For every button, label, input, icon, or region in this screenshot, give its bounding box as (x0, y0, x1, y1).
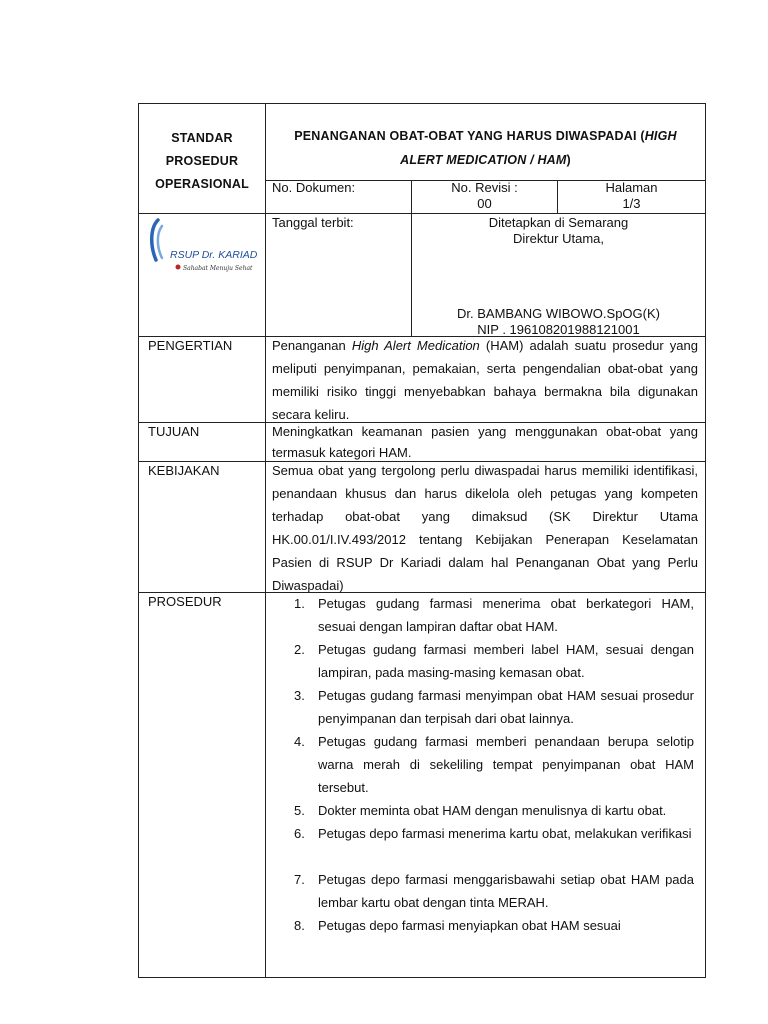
document-title-italic: HIGH (644, 129, 677, 143)
step-text: Petugas gudang farmasi menyimpan obat HAM sesuai prosedur penyimpanan dan terpisah dari obat lainnya. (318, 688, 694, 726)
direktur-text: Direktur Utama, (512, 231, 605, 246)
no-dokumen-label: No. Dokumen: (272, 180, 356, 195)
no-revisi-value: 00 (477, 196, 492, 211)
document-title-italic: ALERT MEDICATION / HAM (400, 153, 567, 167)
pengertian-text (272, 334, 698, 426)
step-text: Petugas depo farmasi menerima kartu obat, melakukan verifikasi (318, 826, 692, 841)
pengertian-label: PENGERTIAN (148, 338, 233, 353)
step-text: Petugas depo farmasi menyiapkan obat HAM sesuai (318, 918, 621, 933)
sop-title (139, 127, 265, 196)
sop-title-line: STANDAR (171, 131, 233, 145)
list-item (280, 868, 694, 914)
list-item (280, 684, 694, 730)
ditetapkan-text: Ditetapkan di Semarang (488, 215, 629, 230)
rsup-kariadi-logo (148, 216, 258, 276)
pengertian-pre: Penanganan (272, 338, 352, 353)
tujuan-label: TUJUAN (148, 424, 200, 439)
list-item (280, 592, 694, 638)
document-title (266, 124, 705, 172)
document-title-close: ) (566, 153, 571, 167)
signer-nip: NIP . 196108201988121001 (477, 322, 640, 337)
step-number: 1. (294, 596, 305, 611)
list-item (280, 914, 694, 937)
list-item (280, 799, 694, 822)
signer-name: Dr. BAMBANG WIBOWO.SpOG(K) (457, 306, 660, 321)
no-revisi-label: No. Revisi : (451, 180, 518, 195)
step-number: 6. (294, 826, 305, 841)
halaman-label: Halaman (605, 180, 658, 195)
step-text: Petugas gudang farmasi memberi penandaan berupa selotip warna merah di sekeliling tempat penyimpanan obat HAM tersebut. (318, 734, 694, 795)
halaman-value: 1/3 (622, 196, 641, 211)
kebijakan-label: KEBIJAKAN (148, 463, 220, 478)
list-item (280, 730, 694, 799)
step-text: Petugas depo farmasi menggarisbawahi setiap obat HAM pada lembar kartu obat dengan tinta MERAH. (318, 872, 694, 910)
logo-emblem-icon (148, 216, 258, 276)
step-text: Petugas gudang farmasi memberi label HAM, sesuai dengan lampiran, pada masing-masing kemasan obat. (318, 642, 694, 680)
pengertian-italic: High Alert Medication (351, 338, 480, 353)
sop-title-line: PROSEDUR (165, 154, 239, 168)
step-number: 4. (294, 734, 305, 749)
tujuan-text: Meningkatkan keamanan pasien yang menggunakan obat-obat yang termasuk kategori HAM. (272, 424, 698, 460)
step-text: Dokter meminta obat HAM dengan menulisnya di kartu obat. (318, 803, 667, 818)
prosedur-label: PROSEDUR (148, 594, 222, 609)
tanggal-terbit-label: Tanggal terbit: (272, 215, 354, 230)
list-item (280, 822, 694, 845)
step-text: Petugas gudang farmasi menerima obat berkategori HAM, sesuai dengan lampiran daftar obat HAM. (318, 596, 694, 634)
sop-title-line: OPERASIONAL (155, 177, 249, 191)
kebijakan-text: Semua obat yang tergolong perlu diwaspadai harus memiliki identifikasi, penandaan khusus dan harus dikelola oleh petugas yang kompeten terhadap obat-obat yang dimaksud (SK Direktur Utama HK.00.01/I.IV.493/2012 tentang Kebijakan Penerapan Keselamatan Pasien di RSUP Dr Kariadi dalam hal Penanganan Obat yang Perlu Diwaspadai) (272, 463, 698, 593)
logo-tagline-text: Sahabat Menuju Sehat (183, 265, 253, 272)
step-number: 2. (294, 642, 305, 657)
list-item (280, 638, 694, 684)
no-revisi (412, 180, 557, 212)
step-number: 3. (294, 688, 305, 703)
step-number: 5. (294, 803, 305, 818)
halaman (558, 180, 705, 212)
ditetapkan-block (412, 215, 705, 247)
step-number: 7. (294, 872, 305, 887)
logo-brand-text: RSUP Dr. KARIADI (170, 249, 258, 261)
prosedur-steps (280, 592, 694, 937)
pengertian-post: (HAM) adalah suatu prosedur yang meliputi penyimpanan, pemakaian, serta pengendalian obat-obat yang memiliki risiko tinggi menyebabkan bahaya bermakna bila digunakan secara keliru. (272, 338, 698, 422)
step-number: 8. (294, 918, 305, 933)
document-title-text: PENANGANAN OBAT-OBAT YANG HARUS DIWASPADAI ( (294, 129, 645, 143)
